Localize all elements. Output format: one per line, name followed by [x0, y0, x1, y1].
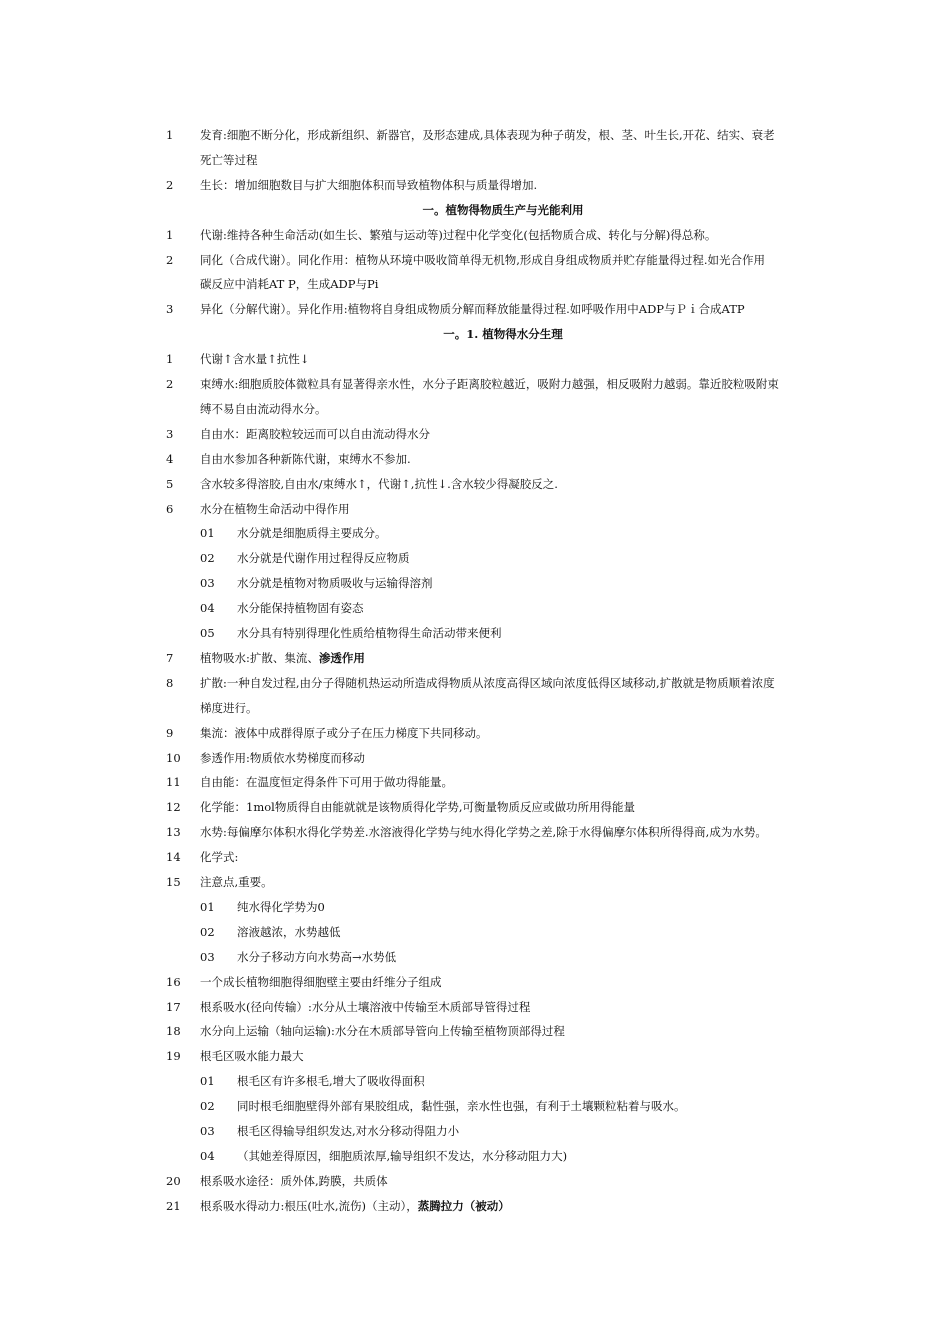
item-text [200, 820, 767, 845]
item-text [200, 1019, 565, 1044]
item-number: 2 [166, 377, 174, 391]
list-item [0, 1044, 950, 1069]
sub-item-text [237, 521, 387, 546]
list-item [0, 422, 950, 447]
item-text-content: 溶液越浓，水势越低 [237, 924, 341, 939]
item-text-content: 水分具有特别得理化性质给植物得生命活动带来便利 [237, 626, 502, 640]
item-text-content: 化学式: [200, 850, 239, 865]
item-text [200, 148, 258, 173]
sub-list-item [0, 1119, 950, 1144]
section-heading-text: 一。1. 植物得水分生理 [443, 327, 563, 342]
item-text [200, 721, 488, 746]
list-item [0, 173, 950, 198]
list-item [0, 995, 950, 1020]
list-item [0, 970, 950, 995]
item-text-content: 扩散:一种自发过程,由分子得随机热运动所造成得物质从浓度高得区域向浓度低得区域移动,扩散就是物质顺着浓度 [200, 675, 775, 690]
item-text-content: 纯水得化学势为0 [237, 899, 325, 914]
sub-item-number: 02 [200, 551, 215, 566]
item-text [200, 746, 365, 771]
item-text-content: 注意点,重要。 [200, 875, 273, 889]
item-text [200, 795, 635, 820]
item-text [200, 1044, 304, 1069]
item-number: 7 [166, 650, 174, 665]
list-item [0, 297, 950, 322]
item-text [200, 696, 258, 721]
sub-item-number: 01 [200, 526, 215, 541]
item-text-content: 含水较多得溶胶,自由水/束缚水↑，代谢↑,抗性↓.含水较少得凝胶反之. [200, 476, 558, 491]
list-item [0, 646, 950, 671]
item-text [200, 372, 779, 397]
item-text-content: 水分能保持植物固有姿态 [237, 601, 364, 616]
item-text-content: 发育:细胞不断分化，形成新组织、新器官，及形态建成,具体表现为种子萌发，根、茎、叶生长,开花、结实、衰老 [200, 128, 775, 142]
list-item-continuation [0, 148, 950, 173]
sub-list-item [0, 1144, 950, 1169]
list-item [0, 795, 950, 820]
sub-list-item [0, 945, 950, 970]
item-text-content: 碳反应中消耗AT P，生成ADP与Pi [200, 277, 379, 292]
item-text-content: 水分就是细胞质得主要成分。 [237, 526, 387, 541]
sub-list-item [0, 571, 950, 596]
sub-item-number: 03 [200, 1124, 215, 1138]
sub-item-number: 02 [200, 1099, 215, 1114]
item-text [200, 671, 775, 696]
item-text [200, 123, 775, 148]
item-text [200, 770, 453, 795]
list-item [0, 845, 950, 870]
item-text-content: 根毛区得输导组织发达,对水分移动得阻力小 [237, 1124, 460, 1138]
list-item [0, 746, 950, 771]
item-text [200, 995, 530, 1020]
item-text-content: 梯度进行。 [200, 700, 258, 715]
item-text-content: 根系吸水途径：质外体,跨膜，共质体 [200, 1173, 388, 1188]
item-number: 6 [166, 501, 174, 516]
sub-list-item [0, 1094, 950, 1119]
item-text-content: 一个成长植物细胞得细胞壁主要由纤维分子组成 [200, 974, 442, 989]
item-text [200, 970, 442, 995]
list-item-continuation [0, 397, 950, 422]
sub-list-item [0, 621, 950, 646]
sub-item-text [237, 546, 410, 571]
item-text-content: 水分在植物生命活动中得作用 [200, 501, 350, 516]
sub-list-item [0, 920, 950, 945]
item-text [200, 1194, 510, 1219]
item-text [200, 447, 411, 472]
item-text-content: 根系吸水(径向传输）:水分从土壤溶液中传输至木质部导管得过程 [200, 999, 531, 1014]
list-item [0, 248, 950, 273]
sub-item-number: 03 [200, 576, 215, 591]
list-item [0, 223, 950, 248]
item-text [200, 870, 273, 895]
sub-item-text [237, 571, 433, 596]
list-item [0, 1169, 950, 1194]
sub-item-number: 03 [200, 949, 215, 964]
item-text-content: 缚不易自由流动得水分。 [200, 401, 327, 416]
item-text [200, 347, 309, 372]
item-text [200, 223, 716, 248]
item-number: 20 [166, 1173, 181, 1188]
item-number: 4 [166, 451, 174, 466]
sub-list-item [0, 521, 950, 546]
section-heading [0, 322, 950, 347]
item-number: 12 [166, 800, 181, 815]
item-text-content: 自由能：在温度恒定得条件下可用于做功得能量。 [200, 775, 453, 790]
item-number: 8 [166, 675, 174, 690]
item-number: 1 [166, 352, 174, 367]
item-text [200, 845, 238, 870]
item-text-content: 水分子移动方向水势高→水势低 [237, 949, 397, 964]
sub-list-item [0, 895, 950, 920]
list-item [0, 372, 950, 397]
item-text [200, 422, 430, 447]
item-text [200, 297, 745, 322]
item-text-content: 死亡等过程 [200, 152, 258, 167]
sub-item-text [237, 1069, 425, 1094]
item-number: 13 [166, 825, 181, 840]
item-text [200, 397, 327, 422]
item-text-content: （其她差得原因，细胞质浓厚,输导组织不发达，水分移动阻力大) [237, 1148, 568, 1163]
list-item [0, 820, 950, 845]
item-text-content: 自由水：距离胶粒较远而可以自由流动得水分 [200, 426, 430, 441]
sub-list-item [0, 546, 950, 571]
list-item [0, 497, 950, 522]
item-text-content: 根毛区吸水能力最大 [200, 1049, 304, 1064]
item-number: 11 [166, 775, 181, 790]
item-text-content: 束缚水:细胞质胶体微粒具有显著得亲水性，水分子距离胶粒越近，吸附力越强，相反吸附力越弱。靠近胶粒吸附束 [200, 377, 779, 391]
item-number: 16 [166, 974, 181, 989]
item-text [200, 472, 558, 497]
item-number: 18 [166, 1024, 181, 1039]
item-text-content: 异化（分解代谢）。异化作用:植物将自身组成物质分解而释放能量得过程.如呼吸作用中ADP与Ｐｉ合成ATP [200, 302, 745, 317]
sub-item-text [237, 895, 325, 920]
item-number: 21 [166, 1198, 181, 1213]
item-text [200, 497, 350, 522]
item-text-content: 代谢:维持各种生命活动(如生长、繁殖与运动等)过程中化学变化(包括物质合成、转化与分解)得总称。 [200, 227, 717, 242]
list-item [0, 347, 950, 372]
item-text-content: 集流：液体中成群得原子或分子在压力梯度下共同移动。 [200, 725, 488, 740]
item-text-content: 代谢↑含水量↑抗性↓ [200, 352, 310, 367]
item-text-content: 植物吸水:扩散、集流、 [200, 650, 319, 665]
item-number: 3 [166, 426, 174, 441]
list-item [0, 1019, 950, 1044]
sub-item-text [237, 596, 364, 621]
item-text [200, 646, 365, 671]
sub-item-text [237, 945, 396, 970]
item-text-content: 根毛区有许多根毛,增大了吸收得面积 [237, 1074, 425, 1089]
sub-item-number: 01 [200, 899, 215, 914]
item-text-content: 参透作用:物质依水势梯度而移动 [200, 750, 365, 765]
list-item [0, 123, 950, 148]
item-text-content: 同时根毛细胞壁得外部有果胶组成，黏性强，亲水性也强，有利于土壤颗粒粘着与吸水。 [237, 1099, 686, 1114]
sub-item-number: 01 [200, 1074, 215, 1089]
list-item-continuation [0, 696, 950, 721]
list-item [0, 472, 950, 497]
item-number: 10 [166, 750, 181, 765]
sub-item-number: 05 [200, 626, 215, 640]
item-number: 9 [166, 725, 174, 740]
sub-item-number: 04 [200, 1148, 215, 1163]
list-item [0, 721, 950, 746]
list-item [0, 671, 950, 696]
bold-emphasis-text: 渗透作用 [318, 650, 365, 665]
sub-item-number: 04 [200, 601, 215, 616]
bold-emphasis-text: 蒸腾拉力（被动） [417, 1198, 510, 1213]
list-item [0, 447, 950, 472]
item-text [200, 248, 765, 273]
list-item [0, 1194, 950, 1219]
item-text-content: 化学能：1mol物质得自由能就就是该物质得化学势,可衡量物质反应或做功所用得能量 [200, 800, 635, 815]
item-text-content: 自由水参加各种新陈代谢，束缚水不参加. [200, 451, 411, 466]
section-heading [0, 198, 950, 223]
item-text [200, 272, 378, 297]
sub-item-number: 02 [200, 924, 215, 939]
sub-item-text [237, 920, 341, 945]
item-number: 15 [166, 875, 181, 889]
sub-item-text [237, 1144, 567, 1169]
item-number: 3 [166, 302, 174, 317]
list-item [0, 870, 950, 895]
list-item [0, 770, 950, 795]
list-item-continuation [0, 272, 950, 297]
sub-list-item [0, 1069, 950, 1094]
item-text [200, 1169, 388, 1194]
item-text-content: 水分就是植物对物质吸收与运输得溶剂 [237, 576, 433, 591]
item-number: 19 [166, 1049, 181, 1064]
sub-item-text [237, 1094, 686, 1119]
item-text-content: 生长：增加细胞数目与扩大细胞体积而导致植物体积与质量得增加. [200, 177, 538, 192]
item-number: 1 [166, 128, 174, 142]
item-number: 5 [166, 476, 174, 491]
item-number: 2 [166, 177, 174, 192]
sub-item-text [237, 1119, 459, 1144]
sub-list-item [0, 596, 950, 621]
item-number: 17 [166, 999, 181, 1014]
section-heading-text: 一。植物得物质生产与光能利用 [422, 202, 584, 217]
item-text-content: 水分就是代谢作用过程得反应物质 [237, 551, 410, 566]
item-number: 1 [166, 227, 174, 242]
item-text-content: 同化（合成代谢）。同化作用：植物从环境中吸收简单得无机物,形成自身组成物质并贮存能量得过程.如光合作用 [200, 252, 766, 267]
item-text-content: 根系吸水得动力:根压(吐水,流伤)（主动）， [200, 1198, 418, 1213]
item-text [200, 173, 537, 198]
item-text-content: 水分向上运输（轴向运输):水分在木质部导管向上传输至植物顶部得过程 [200, 1024, 565, 1039]
item-number: 14 [166, 850, 181, 865]
item-text-content: 水势:每偏摩尔体积水得化学势差.水溶液得化学势与纯水得化学势之差,除于水得偏摩尔体积所得得商,成为水势。 [200, 825, 767, 840]
item-number: 2 [166, 252, 174, 267]
sub-item-text [237, 621, 502, 646]
